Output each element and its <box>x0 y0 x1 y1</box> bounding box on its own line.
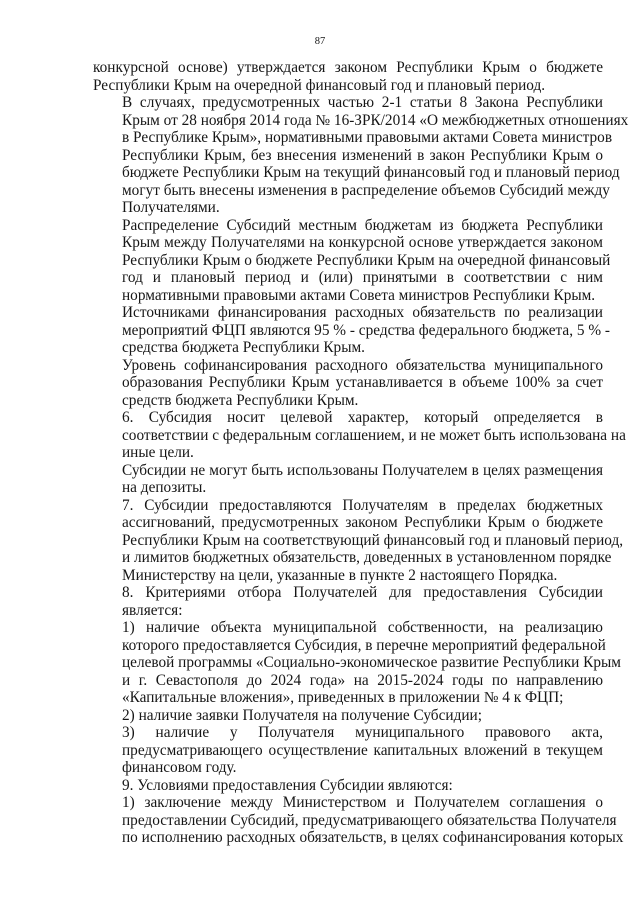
text-line: 9. Условиями предоставления Субсидии являются: <box>122 776 453 794</box>
text-line: 1) наличие объекта муниципальной собственности, на реализацию <box>122 619 603 636</box>
text-line: иные цели. <box>122 444 194 461</box>
text-line: является: <box>122 601 183 619</box>
text-line: 6. Субсидия носит целевой характер, который определяется в <box>122 409 603 426</box>
paragraph <box>93 794 624 847</box>
text-line: «Капитальные вложения», приведенных в приложении № 4 к ФЦП; <box>122 689 564 706</box>
text-line: образования Республики Крым устанавливается в объеме 100% за счет <box>122 374 603 391</box>
text-line: финансовом году. <box>122 759 237 776</box>
text-line: Крым между Получателями на конкурсной основе утверждается законом <box>122 234 603 251</box>
text-line: год и плановый период и (или) принятыми в соответствии с ним <box>122 269 603 286</box>
text-line: 2) наличие заявки Получателя на получение Субсидии; <box>122 706 482 724</box>
text-line: бюджете Республики Крым на текущий финансовый год и плановый период <box>122 164 620 181</box>
text-line: Крым от 28 ноября 2014 года № 16-ЗРК/2014 «О межбюджетных отношениях <box>122 111 629 129</box>
text-line: Республики Крым о бюджете Республики Крым на очередной финансовый <box>122 251 611 269</box>
text-line: на депозиты. <box>122 479 207 496</box>
paragraph <box>93 59 603 94</box>
paragraph <box>93 304 610 357</box>
text-line: Получателями. <box>122 199 220 216</box>
paragraph <box>93 496 624 585</box>
text-line: Уровень софинансирования расходного обязательства муниципального <box>122 356 603 374</box>
text-line: средств бюджета Республики Крым. <box>122 391 359 409</box>
text-line: Республики Крым на очередной финансовый год и плановый период. <box>93 76 546 94</box>
text-line: Министерству на цели, указанные в пункте 2 настоящего Порядка. <box>122 566 558 584</box>
paragraph <box>93 724 603 777</box>
text-line: которого предоставляется Субсидия, в перечне мероприятий федеральной <box>122 636 606 654</box>
text-line: нормативными правовыми актами Совета министров Республики Крым. <box>122 286 596 304</box>
text-line: В случаях, предусмотренных частью 2-1 статьи 8 Закона Республики <box>122 94 603 111</box>
paragraph <box>93 462 603 497</box>
text-line: 1) заключение между Министерством и Получателем соглашения о <box>122 794 603 811</box>
paragraph <box>93 777 603 795</box>
text-line: в Республике Крым», нормативными правовыми актами Совета министров <box>122 129 613 146</box>
text-line: целевой программы «Социально-экономическое развитие Республики Крым <box>122 654 621 671</box>
text-line: соответствии с федеральным соглашением, и не может быть использована на <box>122 426 626 444</box>
text-line: и г. Севастополя до 2024 года» на 2015-2024 годы по направлению <box>122 671 603 689</box>
paragraph <box>93 409 626 462</box>
paragraph <box>93 357 603 410</box>
paragraph <box>93 707 603 725</box>
text-line: конкурсной основе) утверждается законом Республики Крым о бюджете <box>93 59 603 76</box>
text-line: Республики Крым, без внесения изменений в закон Республики Крым о <box>122 146 603 164</box>
text-line: по исполнению расходных обязательств, в целях софинансирования которых <box>122 829 624 846</box>
text-line: ассигнований, предусмотренных законом Республики Крым о бюджете <box>122 514 603 531</box>
page-number: 87 <box>314 36 326 47</box>
paragraph <box>93 584 603 619</box>
text-line: 8. Критериями отбора Получателей для предоставления Субсидии <box>122 584 603 601</box>
document-body <box>93 59 629 847</box>
text-line: предоставлении Субсидий, предусматривающего обязательства Получателя <box>122 811 617 829</box>
paragraph <box>93 94 629 217</box>
text-line: средства бюджета Республики Крым. <box>122 339 365 356</box>
paragraph <box>93 216 611 305</box>
text-line: могут быть внесены изменения в распределение объемов Субсидий между <box>122 181 610 199</box>
text-line: Республики Крым на соответствующий финансовый год и плановый период, <box>122 531 624 549</box>
text-line: Субсидии не могут быть использованы Получателем в целях размещения <box>122 461 603 479</box>
text-line: Источниками финансирования расходных обязательств по реализации <box>122 304 603 321</box>
text-line: предусматривающего осуществление капитальных вложений в текущем <box>122 741 603 759</box>
paragraph <box>93 619 621 707</box>
text-line: мероприятий ФЦП являются 95 % - средства федерального бюджета, 5 % - <box>122 321 610 339</box>
text-line: 3) наличие у Получателя муниципального правового акта, <box>122 724 603 741</box>
text-line: 7. Субсидии предоставляются Получателям в пределах бюджетных <box>122 496 603 514</box>
text-line: и лимитов бюджетных обязательств, доведенных в установленном порядке <box>122 549 612 566</box>
text-line: Распределение Субсидий местным бюджетам из бюджета Республики <box>122 216 603 234</box>
